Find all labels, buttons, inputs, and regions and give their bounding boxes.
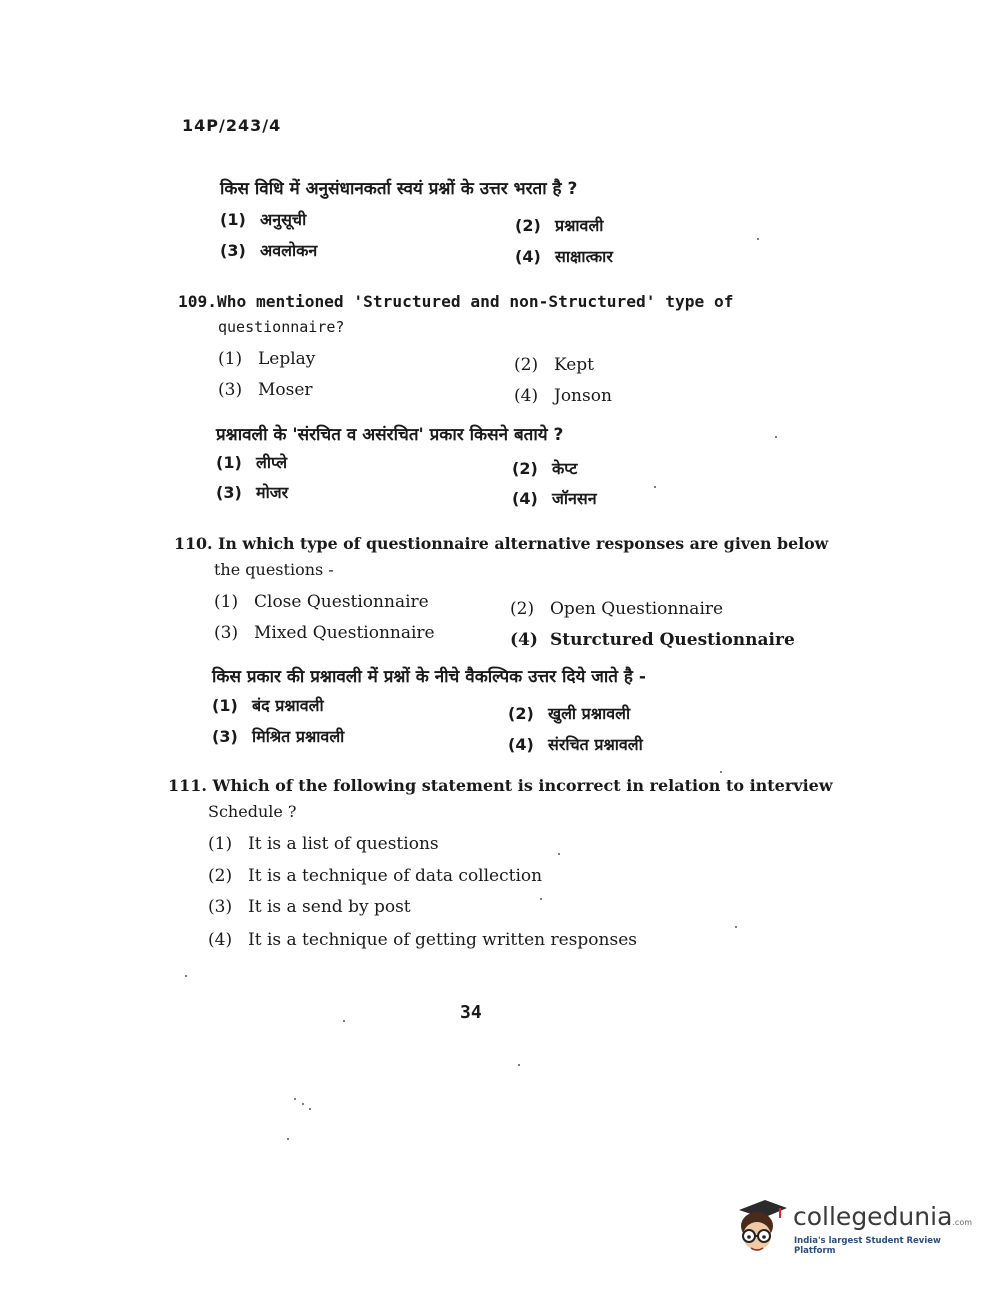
q111-option-2: (2) It is a technique of data collection [208, 866, 543, 886]
q109-option-1: (1) Leplay [218, 349, 316, 369]
q111-option-1: (1) It is a list of questions [208, 834, 439, 854]
q108-option-2: (2) प्रश्नावली [515, 216, 604, 235]
q108-option-1: (1) अनुसूची [220, 210, 307, 229]
q111-option-4: (4) It is a technique of getting written responses [208, 930, 637, 950]
page-number: 34 [460, 1002, 482, 1023]
q109-hindi-option-1: (1) लीप्ले [216, 453, 288, 472]
q111-question-line1: 111. Which of the following statement is incorrect in relation to interview [168, 776, 833, 795]
q108-option-4: (4) साक्षात्कार [515, 247, 613, 266]
q109-hindi-question: प्रश्नावली के 'संरचित व असंरचित' प्रकार किसने बताये ? [216, 425, 564, 445]
q109-hindi-option-4: (4) जॉनसन [512, 489, 597, 508]
q110-hindi-option-3: (3) मिश्रित प्रश्नावली [212, 727, 345, 746]
mascot-icon [735, 1196, 791, 1260]
q111-option-3: (3) It is a send by post [208, 897, 411, 917]
logo-wordmark: collegedunia.com [793, 1202, 973, 1231]
q110-option-1: (1) Close Questionnaire [214, 592, 429, 612]
q108-hindi-question: किस विधि में अनुसंधानकर्ता स्वयं प्रश्नों के उत्तर भरता है ? [220, 179, 578, 199]
q108-option-3: (3) अवलोकन [220, 241, 318, 260]
q110-hindi-option-4: (4) संरचित प्रश्नावली [508, 735, 643, 754]
q110-question-line2: the questions - [214, 560, 334, 579]
q110-hindi-option-2: (2) खुली प्रश्नावली [508, 704, 631, 723]
q109-question-line1: 109.Who mentioned 'Structured and non-Structured' type of [178, 292, 734, 311]
q109-option-4: (4) Jonson [514, 386, 612, 406]
q109-question-line2: questionnaire? [218, 318, 345, 336]
q110-hindi-option-1: (1) बंद प्रश्नावली [212, 696, 324, 715]
q109-hindi-option-3: (3) मोजर [216, 483, 289, 502]
q110-hindi-question: किस प्रकार की प्रश्नावली में प्रश्नों के नीचे वैकल्पिक उत्तर दिये जाते है - [212, 667, 646, 687]
q110-option-2: (2) Open Questionnaire [510, 599, 724, 619]
collegedunia-logo[interactable] [735, 1196, 973, 1260]
q110-question-line1: 110. In which type of questionnaire alternative responses are given below [174, 534, 829, 553]
q109-option-3: (3) Moser [218, 380, 313, 400]
q111-question-line2: Schedule ? [208, 802, 297, 821]
q110-option-4: (4) Sturctured Questionnaire [510, 630, 795, 650]
paper-code: 14P/243/4 [182, 116, 282, 135]
q109-hindi-option-2: (2) केप्ट [512, 459, 578, 478]
logo-tagline: India's largest Student Review Platform [794, 1236, 941, 1256]
q109-option-2: (2) Kept [514, 355, 595, 375]
q110-option-3: (3) Mixed Questionnaire [214, 623, 435, 643]
